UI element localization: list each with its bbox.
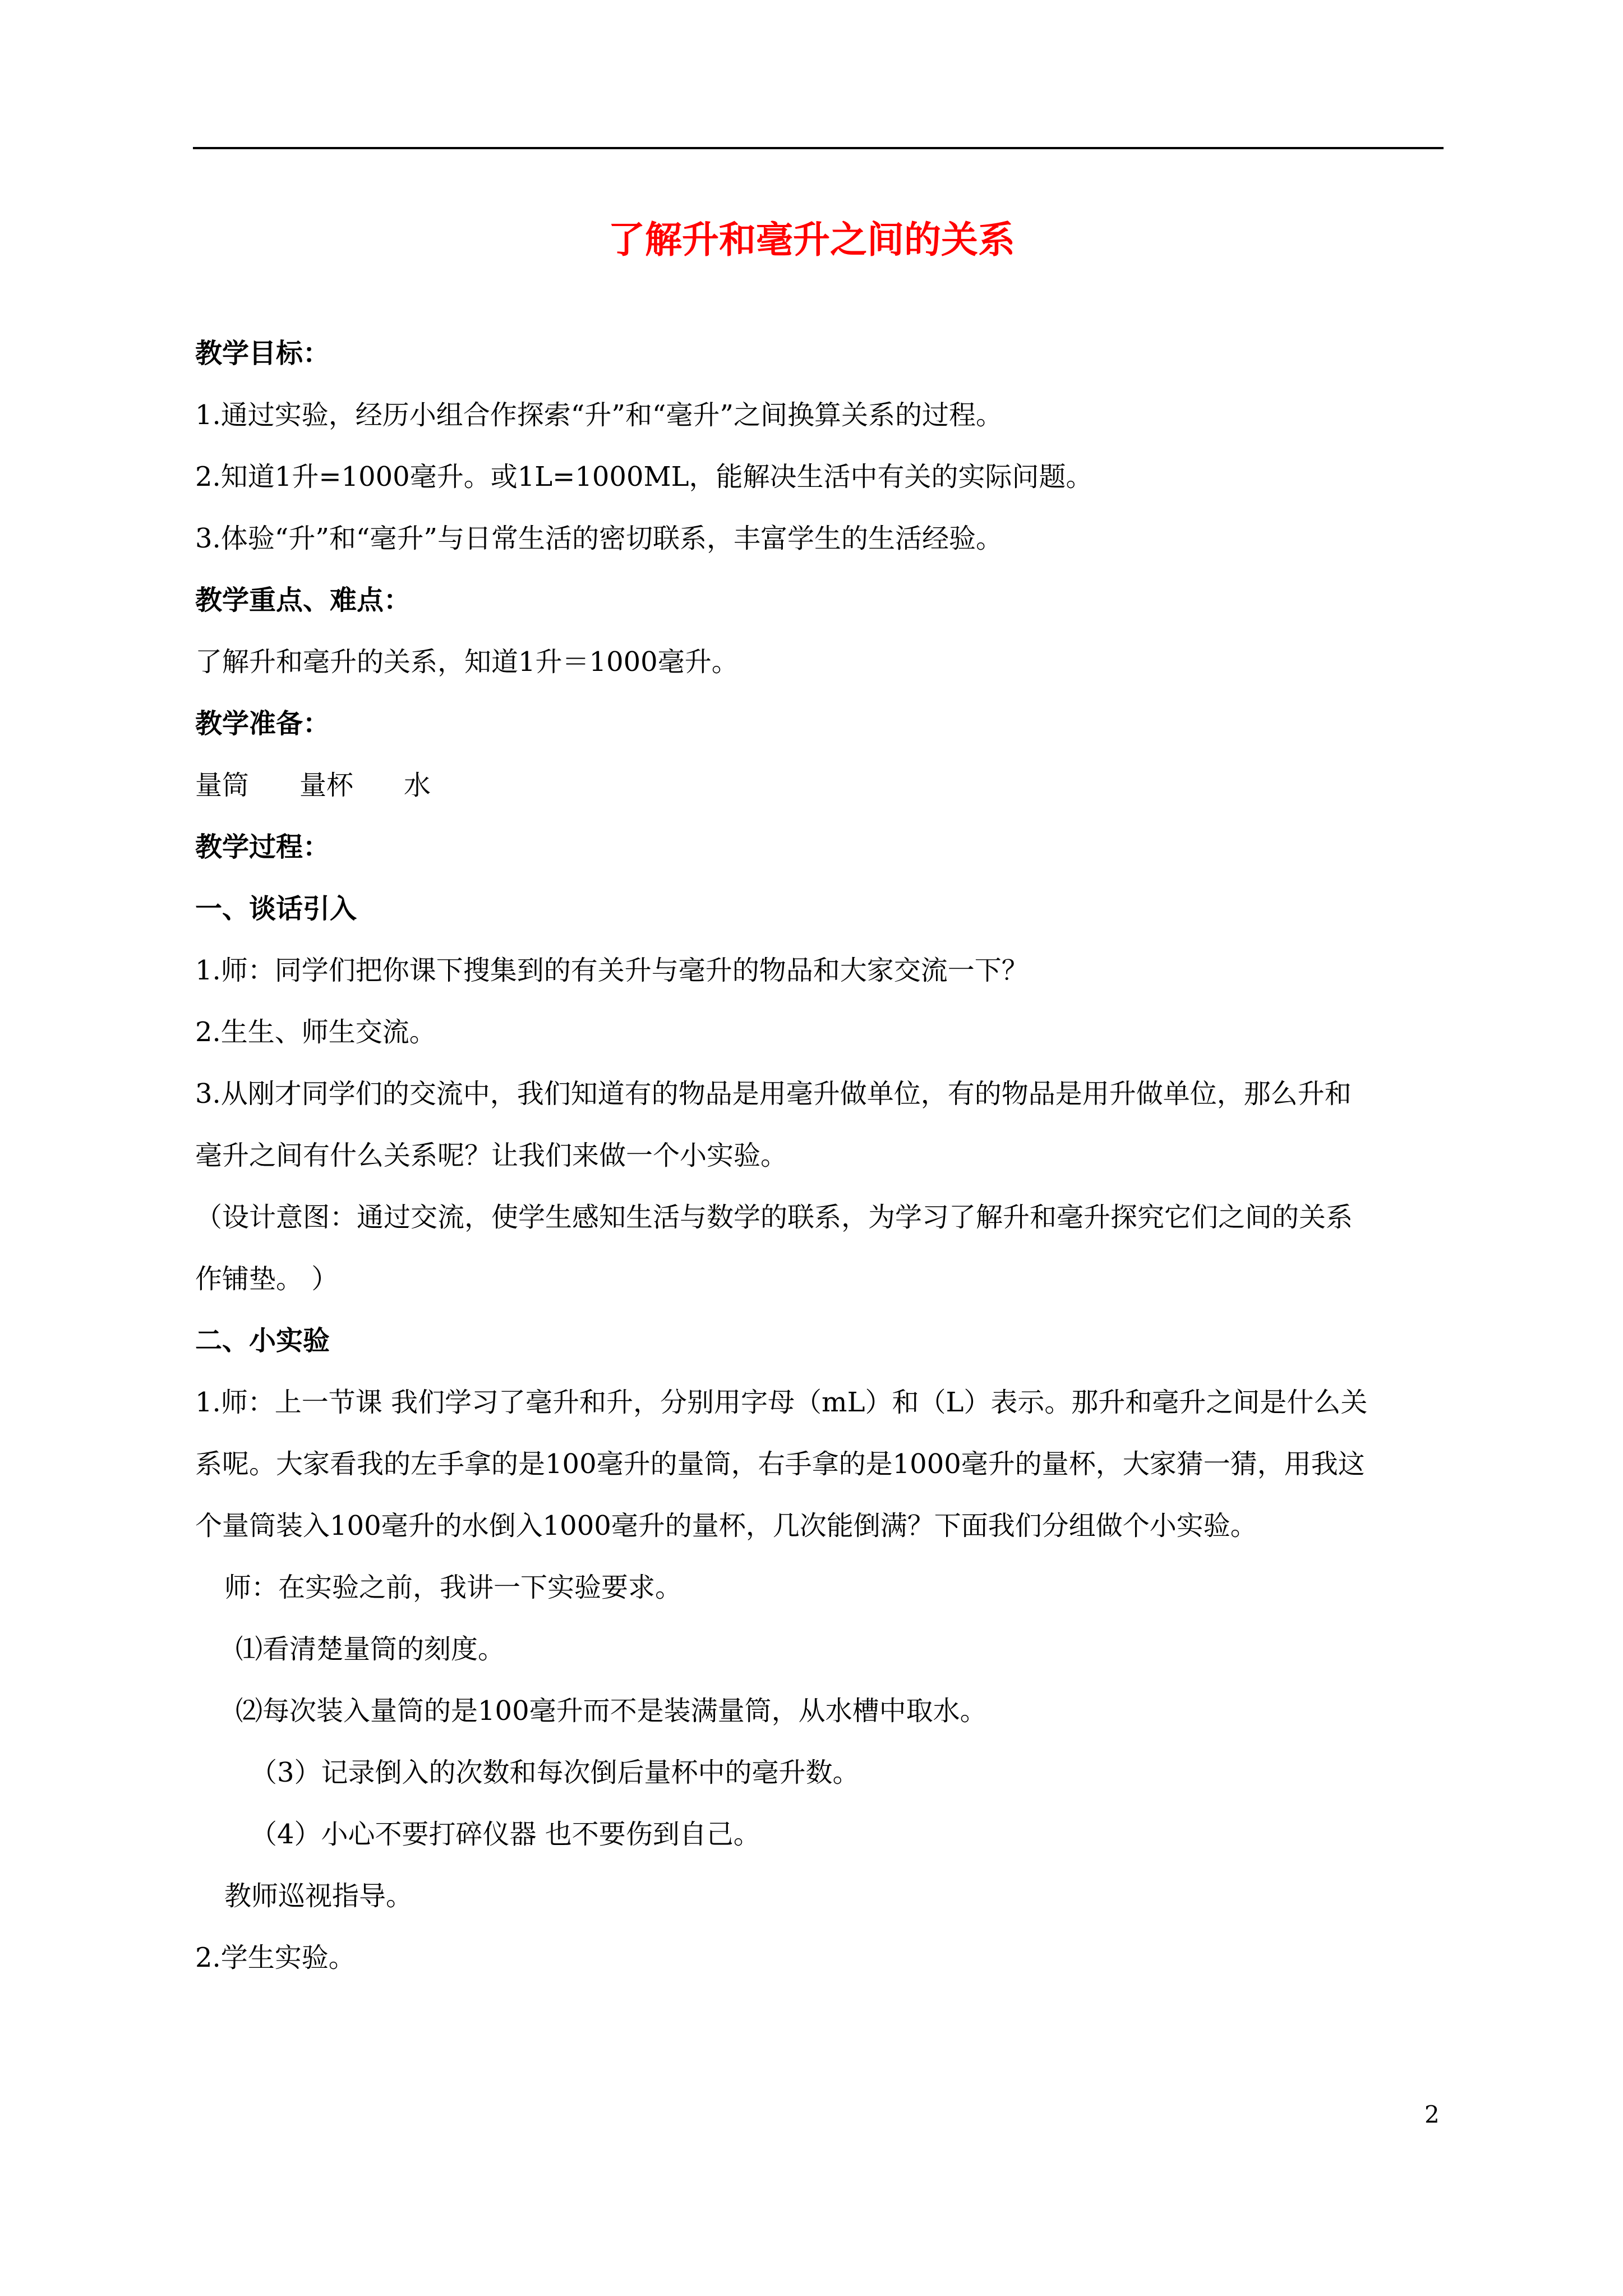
key-heading: 教学重点、难点： xyxy=(195,585,411,616)
part1-line: （设计意图：通过交流，使学生感知生活与数学的联系，为学习了解升和毫升探究它们之间的关系 xyxy=(195,1202,1353,1233)
goal-item: 2.知道1升=1000毫升。或1L=1000ML，能解决生活中有关的实际问题。 xyxy=(195,461,1093,493)
key-text: 了解升和毫升的关系，知道1升＝1000毫升。 xyxy=(195,646,739,678)
goals-heading: 教学目标： xyxy=(195,338,330,369)
prep-item: 水 xyxy=(404,770,431,801)
part2-line: ⑵每次装入量筒的是100毫升而不是装满量筒，从水槽中取水。 xyxy=(236,1695,987,1727)
part2-line: （3）记录倒入的次数和每次倒后量杯中的毫升数。 xyxy=(250,1757,860,1788)
part2-line: 2.学生实验。 xyxy=(195,1942,356,1973)
prep-heading: 教学准备： xyxy=(195,708,330,739)
part2-line: 系呢。大家看我的左手拿的是100毫升的量筒，右手拿的是1000毫升的量杯，大家猜一猜，用我这 xyxy=(195,1448,1365,1480)
part1-line: 毫升之间有什么关系呢？让我们来做一个小实验。 xyxy=(195,1140,788,1171)
part2-heading: 二、小实验 xyxy=(195,1325,330,1356)
part2-line: （4）小心不要打碎仪器 也不要伤到自己。 xyxy=(250,1819,760,1850)
page-number: 2 xyxy=(1424,2101,1440,2128)
part1-line: 作铺垫。 ） xyxy=(195,1263,339,1295)
part2-line: 教师巡视指导。 xyxy=(224,1880,413,1912)
part1-line: 1.师：同学们把你课下搜集到的有关升与毫升的物品和大家交流一下？ xyxy=(195,955,1029,986)
part2-line: 师：在实验之前，我讲一下实验要求。 xyxy=(224,1572,683,1603)
prep-item: 量筒 xyxy=(195,770,250,801)
part2-line: ⑴看清楚量筒的刻度。 xyxy=(236,1634,505,1665)
process-heading: 教学过程： xyxy=(195,831,330,863)
page-title: 了解升和毫升之间的关系 xyxy=(608,218,1015,261)
part2-line: 1.师：上一节课 我们学习了毫升和升，分别用字母（mL）和（L）表示。那升和毫升之间是什么关 xyxy=(195,1387,1368,1418)
part1-line: 2.生生、师生交流。 xyxy=(195,1016,436,1048)
prep-item: 量杯 xyxy=(299,770,354,801)
goal-item: 1.通过实验，经历小组合作探索“升”和“毫升”之间换算关系的过程。 xyxy=(195,399,1003,431)
part2-line: 个量筒装入100毫升的水倒入1000毫升的量杯，几次能倒满？下面我们分组做个小实验。 xyxy=(195,1510,1257,1542)
goal-item: 3.体验“升”和“毫升”与日常生活的密切联系，丰富学生的生活经验。 xyxy=(195,523,1003,554)
header-rule xyxy=(193,147,1444,149)
part1-line: 3.从刚才同学们的交流中，我们知道有的物品是用毫升做单位，有的物品是用升做单位，那么升和 xyxy=(195,1078,1352,1110)
part1-heading: 一、谈话引入 xyxy=(195,893,357,924)
prep-list xyxy=(195,763,431,808)
